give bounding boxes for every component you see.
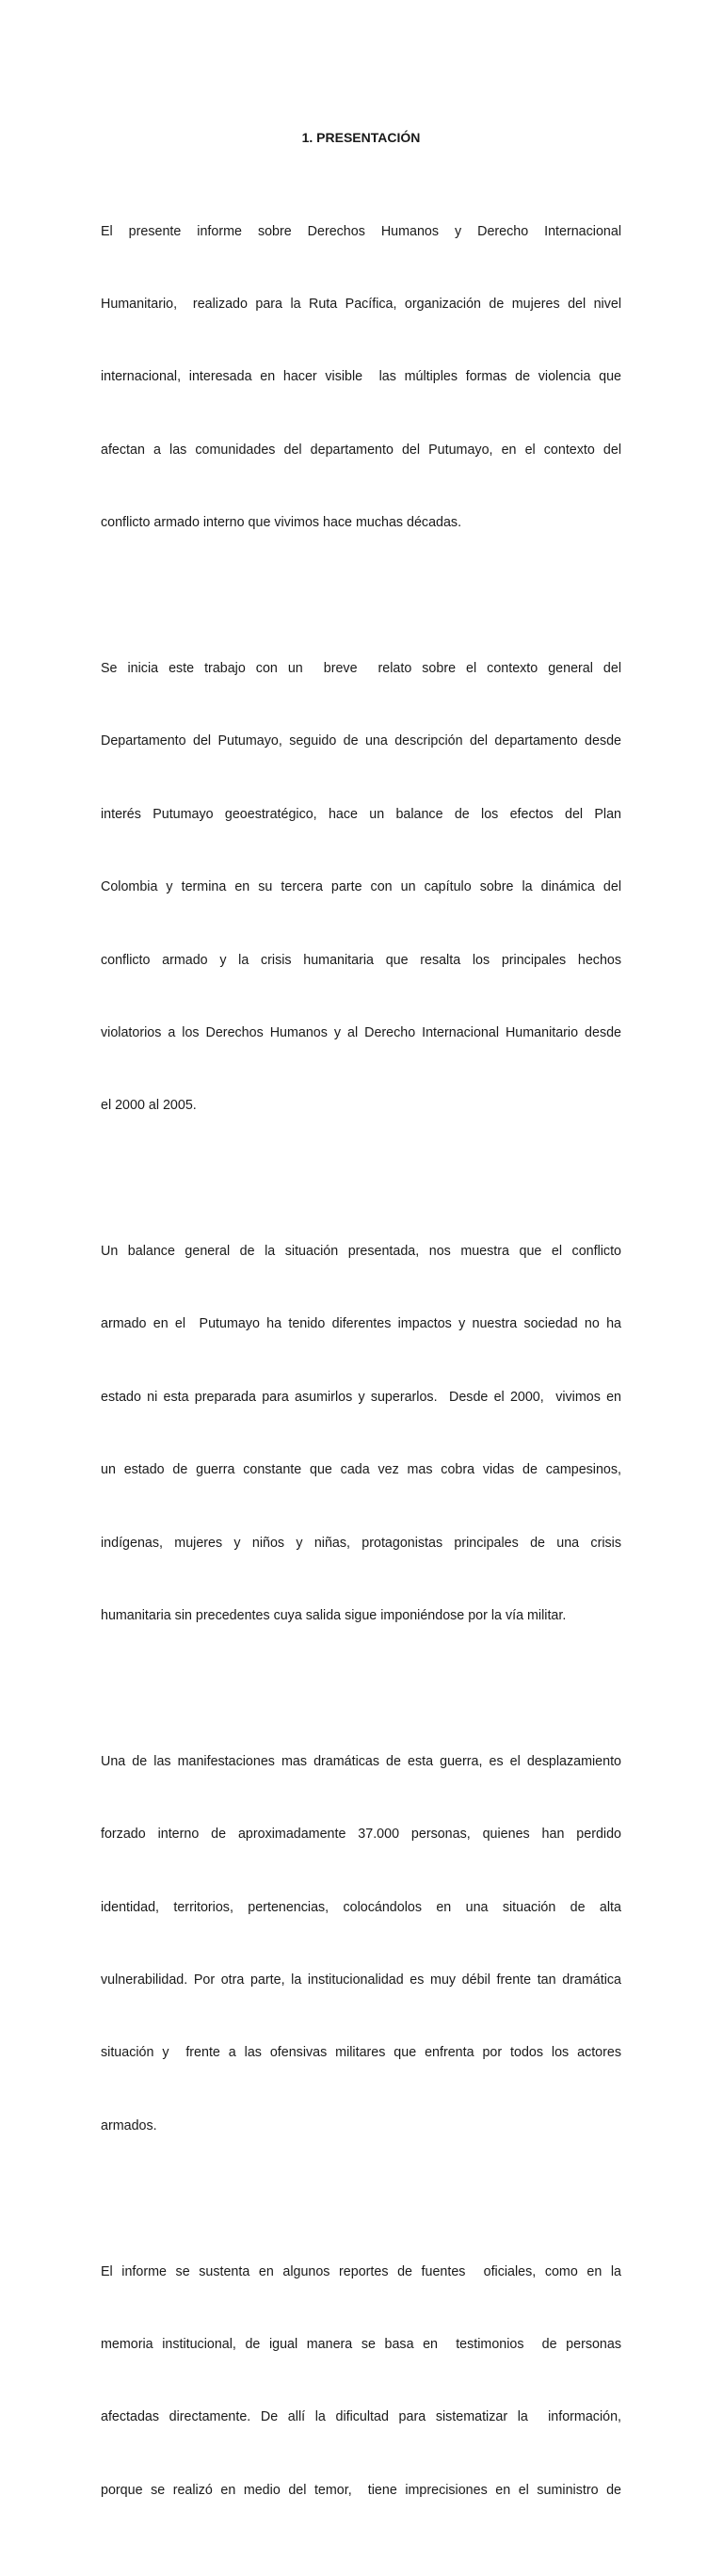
paragraph-line: afectan a las comunidades del departamento del Putumayo, en el contexto del [101, 442, 621, 458]
paragraph-5 [101, 2212, 621, 2552]
paragraph-2 [101, 608, 621, 1167]
paragraph-line: El informe se sustenta en algunos reportes de fuentes oficiales, como en la [101, 2263, 621, 2279]
paragraph-line: armado en el Putumayo ha tenido diferentes impactos y nuestra sociedad no ha [101, 1316, 621, 1332]
paragraph-line: El presente informe sobre Derechos Humanos y Derecho Internacional [101, 223, 621, 239]
paragraph-line: situación y frente a las ofensivas militares que enfrenta por todos los actores [101, 2045, 621, 2061]
paragraph-4 [101, 1701, 621, 2187]
paragraph-line: forzado interno de aproximadamente 37.000 personas, quienes han perdido [101, 1827, 621, 1843]
paragraph-line: Se inicia este trabajo con un breve relato sobre el contexto general del [101, 660, 621, 676]
paragraph-line: estado ni esta preparada para asumirlos y superarlos. Desde el 2000, vivimos en [101, 1389, 621, 1405]
paragraph-line: el 2000 al 2005. [101, 1098, 197, 1114]
paragraph-line: memoria institucional, de igual manera se basa en testimonios de personas [101, 2336, 621, 2352]
paragraph-line: conflicto armado interno que vivimos hace muchas décadas. [101, 515, 462, 531]
paragraph-line: Departamento del Putumayo, seguido de una descripción del departamento desde [101, 733, 621, 749]
paragraph-line: Un balance general de la situación presentada, nos muestra que el conflicto [101, 1244, 621, 1260]
paragraph-line: humanitaria sin precedentes cuya salida sigue imponiéndose por la vía militar. [101, 1608, 567, 1624]
paragraph-line: conflicto armado y la crisis humanitaria que resalta los principales hechos [101, 952, 621, 968]
paragraph-1 [101, 171, 621, 585]
paragraph-line: vulnerabilidad. Por otra parte, la institucionalidad es muy débil frente tan dramática [101, 1972, 621, 1988]
paragraph-3 [101, 1191, 621, 1677]
paragraph-line: armados. [101, 2117, 157, 2133]
section-title: 1. PRESENTACIÓN [301, 130, 421, 145]
paragraph-line: Colombia y termina en su tercera parte con un capítulo sobre la dinámica del [101, 879, 621, 895]
paragraph-line: internacional, interesada en hacer visible las múltiples formas de violencia que [101, 369, 621, 385]
paragraph-line: identidad, territorios, pertenencias, colocándolos en una situación de alta [101, 1899, 621, 1915]
paragraph-line: indígenas, mujeres y niños y niñas, protagonistas principales de una crisis [101, 1535, 621, 1551]
paragraph-line: violatorios a los Derechos Humanos y al Derecho Internacional Humanitario desde [101, 1024, 621, 1040]
paragraph-line: un estado de guerra constante que cada vez mas cobra vidas de campesinos, [101, 1462, 621, 1478]
paragraph-line: afectadas directamente. De allí la dificultad para sistematizar la información, [101, 2409, 621, 2425]
paragraph-line: Una de las manifestaciones mas dramáticas de esta guerra, es el desplazamiento [101, 1753, 621, 1769]
paragraph-line: Humanitario, realizado para la Ruta Pacífica, organización de mujeres del nivel [101, 296, 621, 312]
paragraph-line: porque se realizó en medio del temor, tiene imprecisiones en el suministro de [101, 2482, 621, 2498]
paragraph-line: interés Putumayo geoestratégico, hace un balance de los efectos del Plan [101, 806, 621, 822]
document-page [101, 127, 621, 2576]
